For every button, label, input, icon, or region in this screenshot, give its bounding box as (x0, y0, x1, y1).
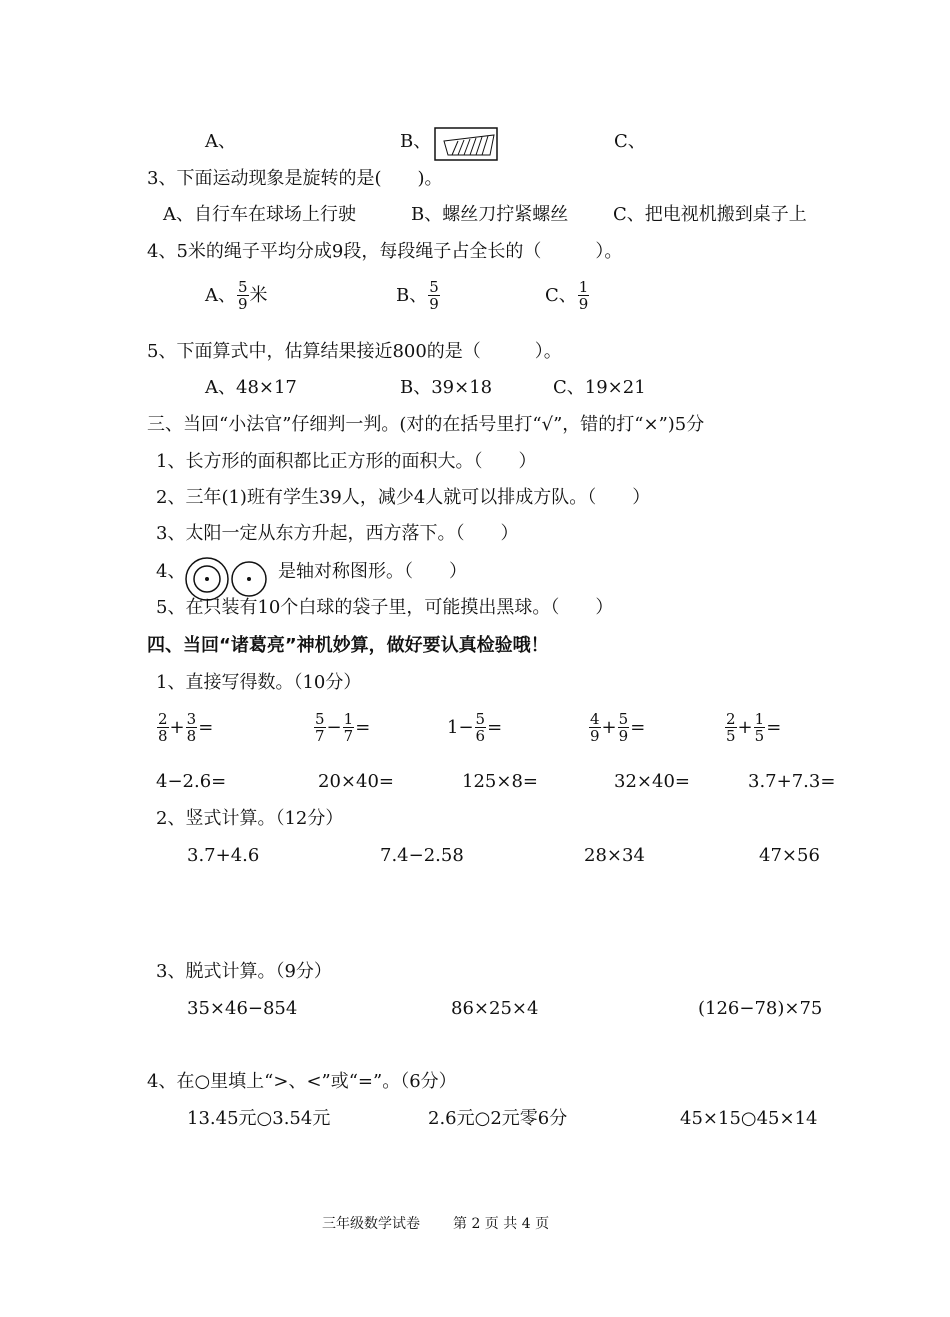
compare-3: 45×15○45×14 (680, 1108, 818, 1129)
fraction-problem (313, 711, 370, 744)
section3-item-1: 1、长方形的面积都比正方形的面积大。（ ） (156, 451, 537, 472)
vertical-calc-2: 7.4−2.58 (380, 845, 464, 866)
q5-question: 5、下面算式中，估算结果接近800的是（ ）。 (147, 341, 562, 362)
numerator: 3 (186, 710, 197, 728)
denominator: 8 (158, 727, 168, 745)
section3-item-4: 是轴对称图形。（ ） (278, 561, 467, 582)
concentric-circles-figure (182, 555, 270, 603)
equals-sign: = (487, 716, 503, 738)
numerator: 5 (238, 278, 248, 296)
q4-option-a-label: A、 (205, 284, 236, 306)
q3-option-b: B、螺丝刀拧紧螺丝 (411, 204, 569, 225)
fraction (475, 711, 487, 744)
fraction (618, 711, 630, 744)
direct-calc-2: 20×40= (318, 771, 394, 792)
step-calc-1: 35×46−854 (187, 998, 298, 1019)
denominator: 9 (618, 727, 629, 745)
section4-q2-title: 2、竖式计算。（12分） (156, 808, 344, 829)
section4-title: 四、当回“诸葛亮”神机妙算，做好要认真检验哦！ (147, 635, 549, 656)
fraction (725, 711, 737, 744)
q4-option-c (545, 279, 590, 312)
numerator: 5 (475, 710, 486, 728)
q3-question: 3、下面运动现象是旋转的是( )。 (147, 168, 443, 189)
vertical-calc-1: 3.7+4.6 (187, 845, 260, 866)
denominator: 5 (726, 727, 736, 745)
q3-option-a: A、自行车在球场上行驶 (163, 204, 356, 225)
operand-prefix: 1− (447, 716, 474, 738)
numerator: 2 (158, 710, 168, 728)
section3-item-4-number: 4、 (156, 561, 186, 582)
numerator: 5 (429, 278, 439, 296)
q4-option-b (396, 279, 441, 312)
footer-subject: 三年级数学试卷 (322, 1216, 420, 1232)
q4-question: 4、5米的绳子平均分成9段，每段绳子占全长的（ ）。 (147, 241, 623, 262)
section3-item-3: 3、太阳一定从东方升起，西方落下。（ ） (156, 523, 519, 544)
denominator: 9 (578, 295, 589, 313)
fraction (589, 711, 601, 744)
fraction-problem (724, 711, 781, 744)
q2-option-b: B、 (400, 131, 432, 152)
equals-sign: = (355, 716, 371, 738)
numerator: 5 (618, 710, 629, 728)
q5-option-b: B、39×18 (400, 377, 493, 398)
q4-option-c-fraction (578, 279, 590, 312)
fraction (157, 711, 169, 744)
section4-q1-title: 1、直接写得数。（10分） (156, 672, 362, 693)
section3-item-5: 5、在只装有10个白球的袋子里，可能摸出黑球。（ ） (156, 597, 614, 618)
direct-calc-4: 32×40= (614, 771, 690, 792)
q5-option-c: C、19×21 (553, 377, 646, 398)
compare-1: 13.45元○3.54元 (187, 1108, 331, 1129)
equals-sign: = (630, 716, 646, 738)
operator: + (737, 716, 753, 738)
fraction (314, 711, 326, 744)
compare-2: 2.6元○2元零6分 (428, 1108, 568, 1129)
numerator: 1 (343, 710, 354, 728)
direct-calc-5: 3.7+7.3= (748, 771, 836, 792)
section4-q3-title: 3、脱式计算。（9分） (156, 961, 332, 982)
operator: + (169, 716, 185, 738)
fraction (343, 711, 355, 744)
q3-option-c: C、把电视机搬到桌子上 (613, 204, 807, 225)
step-calc-3: (126−78)×75 (698, 998, 823, 1019)
q2-option-a: A、 (205, 131, 236, 152)
fraction-problem (588, 711, 645, 744)
q4-option-b-fraction (428, 279, 440, 312)
operator: + (601, 716, 617, 738)
q4-option-a (205, 279, 268, 312)
denominator: 8 (186, 727, 197, 745)
q2-option-c: C、 (614, 131, 646, 152)
denominator: 5 (754, 727, 765, 745)
footer-page-number: 第 2 页 共 4 页 (453, 1216, 550, 1232)
numerator: 1 (578, 278, 589, 296)
direct-calc-1: 4−2.6= (156, 771, 227, 792)
vertical-calc-3: 28×34 (584, 845, 645, 866)
section3-title: 三、当回“小法官”仔细判一判。(对的在括号里打“√”，错的打“×”)5分 (147, 414, 705, 435)
denominator: 7 (315, 727, 325, 745)
q4-option-a-fraction (237, 279, 249, 312)
numerator: 1 (754, 710, 765, 728)
hatched-shape-figure (434, 127, 498, 161)
fraction-problem (447, 711, 502, 744)
step-calc-2: 86×25×4 (451, 998, 539, 1019)
direct-calc-3: 125×8= (462, 771, 538, 792)
operator: − (326, 716, 342, 738)
denominator: 6 (475, 727, 486, 745)
numerator: 5 (315, 710, 325, 728)
vertical-calc-4: 47×56 (759, 845, 820, 866)
numerator: 4 (590, 710, 600, 728)
denominator: 9 (590, 727, 600, 745)
denominator: 9 (429, 295, 439, 313)
equals-sign: = (198, 716, 214, 738)
fraction-problem (156, 711, 213, 744)
fraction (754, 711, 766, 744)
section3-item-2: 2、三年(1)班有学生39人，减少4人就可以排成方队。（ ） (156, 487, 651, 508)
section4-q4-title: 4、在○里填上“>、<”或“=”。（6分） (147, 1071, 457, 1092)
q5-option-a: A、48×17 (205, 377, 297, 398)
denominator: 7 (343, 727, 354, 745)
fraction (186, 711, 198, 744)
equals-sign: = (766, 716, 782, 738)
q4-option-c-label: C、 (545, 284, 577, 306)
q4-option-b-label: B、 (396, 284, 428, 306)
numerator: 2 (726, 710, 736, 728)
q4-option-a-unit: 米 (249, 284, 268, 306)
denominator: 9 (238, 295, 248, 313)
